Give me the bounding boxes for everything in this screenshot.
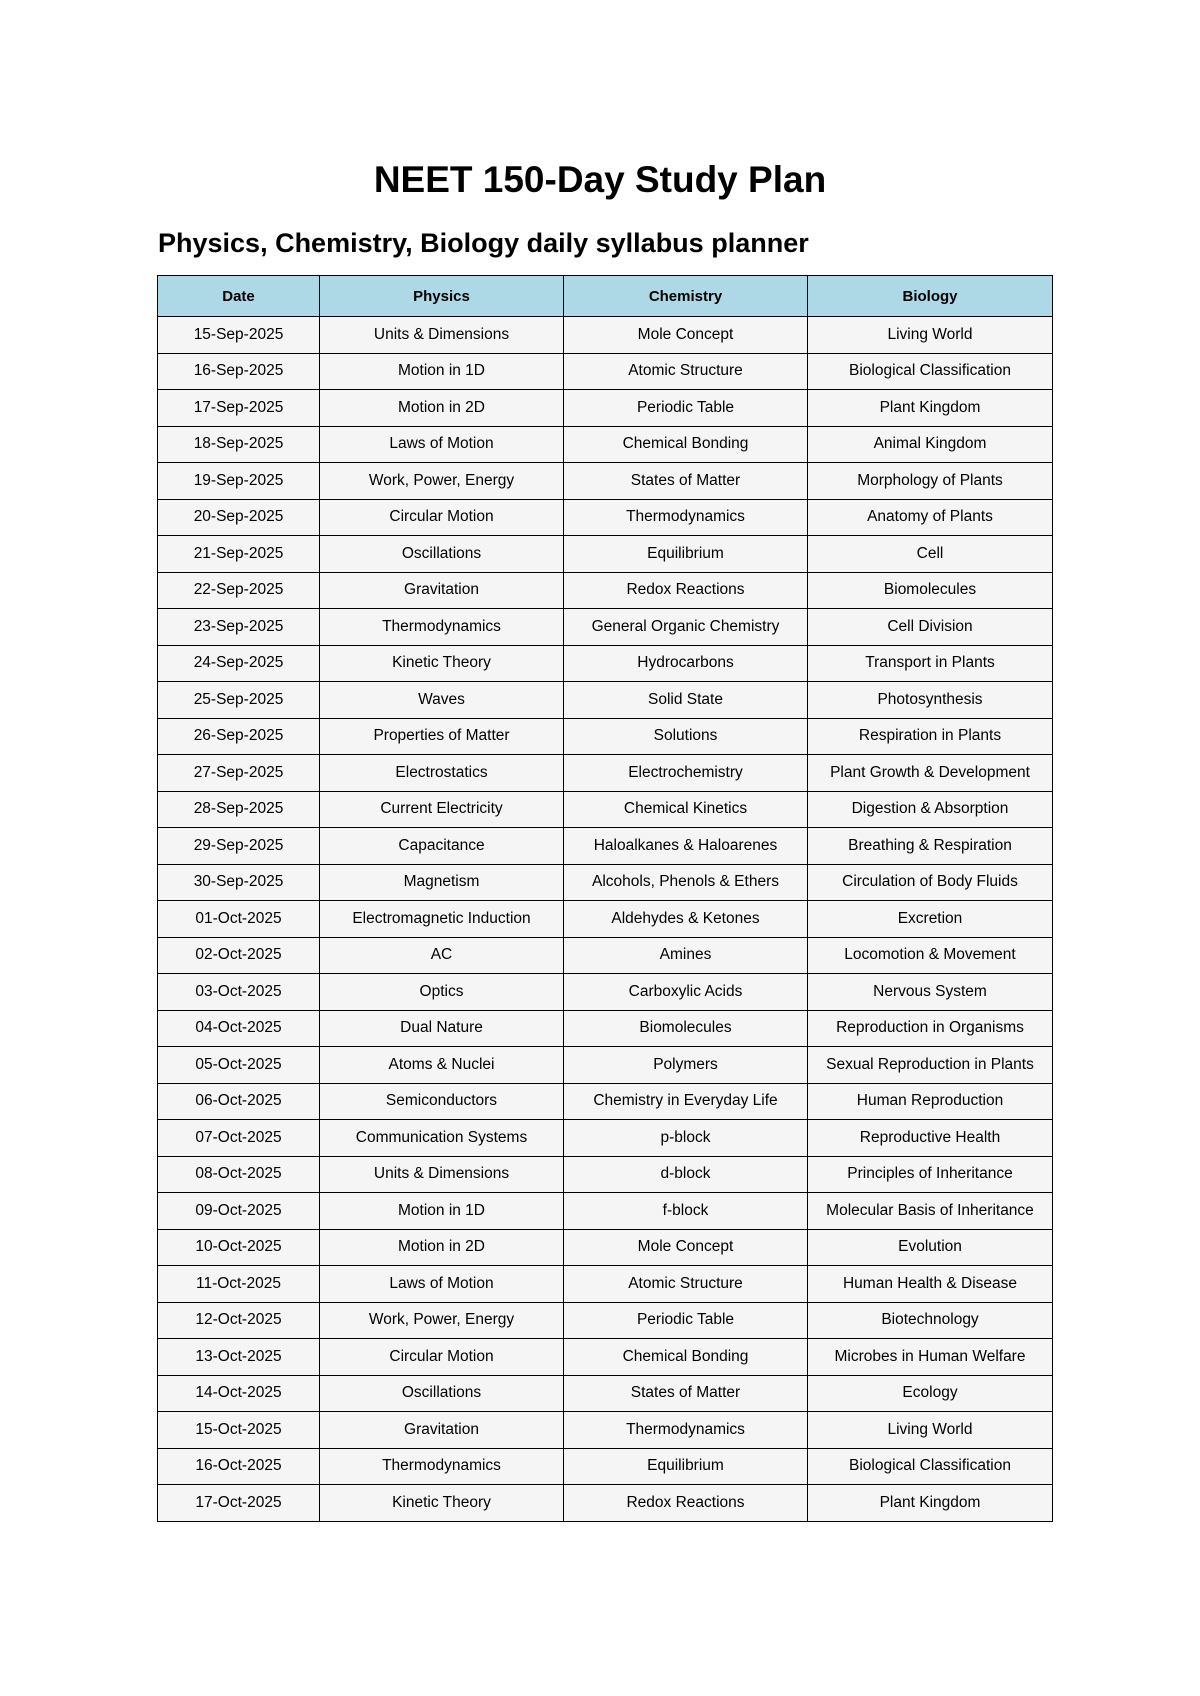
table-row (158, 901, 1053, 938)
chemistry-cell: Biomolecules (564, 1010, 808, 1047)
date-cell: 17-Oct-2025 (158, 1485, 320, 1522)
physics-cell: Current Electricity (320, 791, 564, 828)
biology-cell: Cell Division (808, 609, 1053, 646)
physics-cell: Work, Power, Energy (320, 463, 564, 500)
physics-cell: Thermodynamics (320, 1448, 564, 1485)
chemistry-cell: f-block (564, 1193, 808, 1230)
biology-cell: Cell (808, 536, 1053, 573)
date-cell: 21-Sep-2025 (158, 536, 320, 573)
physics-cell: Circular Motion (320, 1339, 564, 1376)
biology-cell: Morphology of Plants (808, 463, 1053, 500)
chemistry-cell: Mole Concept (564, 1229, 808, 1266)
table-row (158, 1047, 1053, 1084)
table-row (158, 645, 1053, 682)
header-biology: Biology (808, 276, 1053, 317)
physics-cell: Oscillations (320, 536, 564, 573)
table-header (158, 276, 1053, 317)
header-chemistry: Chemistry (564, 276, 808, 317)
chemistry-cell: Equilibrium (564, 1448, 808, 1485)
chemistry-cell: Chemistry in Everyday Life (564, 1083, 808, 1120)
table-row (158, 718, 1053, 755)
table-row (158, 1302, 1053, 1339)
physics-cell: Properties of Matter (320, 718, 564, 755)
biology-cell: Digestion & Absorption (808, 791, 1053, 828)
date-cell: 03-Oct-2025 (158, 974, 320, 1011)
physics-cell: Dual Nature (320, 1010, 564, 1047)
table-row (158, 1412, 1053, 1449)
chemistry-cell: Thermodynamics (564, 1412, 808, 1449)
date-cell: 12-Oct-2025 (158, 1302, 320, 1339)
biology-cell: Microbes in Human Welfare (808, 1339, 1053, 1376)
table-row (158, 609, 1053, 646)
page-subtitle: Physics, Chemistry, Biology daily syllabus planner (158, 228, 809, 258)
chemistry-cell: Atomic Structure (564, 353, 808, 390)
date-cell: 13-Oct-2025 (158, 1339, 320, 1376)
physics-cell: Laws of Motion (320, 426, 564, 463)
chemistry-cell: Equilibrium (564, 536, 808, 573)
table-body (158, 317, 1053, 1522)
biology-cell: Animal Kingdom (808, 426, 1053, 463)
physics-cell: Electromagnetic Induction (320, 901, 564, 938)
physics-cell: Gravitation (320, 572, 564, 609)
biology-cell: Principles of Inheritance (808, 1156, 1053, 1193)
physics-cell: Magnetism (320, 864, 564, 901)
date-cell: 04-Oct-2025 (158, 1010, 320, 1047)
date-cell: 24-Sep-2025 (158, 645, 320, 682)
chemistry-cell: Hydrocarbons (564, 645, 808, 682)
table-row (158, 1339, 1053, 1376)
biology-cell: Living World (808, 317, 1053, 354)
table-row (158, 1010, 1053, 1047)
chemistry-cell: Electrochemistry (564, 755, 808, 792)
table-row (158, 1083, 1053, 1120)
chemistry-cell: Redox Reactions (564, 1485, 808, 1522)
date-cell: 11-Oct-2025 (158, 1266, 320, 1303)
biology-cell: Biotechnology (808, 1302, 1053, 1339)
table-row (158, 1266, 1053, 1303)
biology-cell: Ecology (808, 1375, 1053, 1412)
biology-cell: Plant Kingdom (808, 390, 1053, 427)
biology-cell: Biological Classification (808, 353, 1053, 390)
table-row (158, 937, 1053, 974)
chemistry-cell: Mole Concept (564, 317, 808, 354)
chemistry-cell: Redox Reactions (564, 572, 808, 609)
date-cell: 22-Sep-2025 (158, 572, 320, 609)
biology-cell: Transport in Plants (808, 645, 1053, 682)
biology-cell: Reproduction in Organisms (808, 1010, 1053, 1047)
date-cell: 01-Oct-2025 (158, 901, 320, 938)
date-cell: 27-Sep-2025 (158, 755, 320, 792)
study-plan-table (157, 275, 1053, 1522)
date-cell: 05-Oct-2025 (158, 1047, 320, 1084)
biology-cell: Biological Classification (808, 1448, 1053, 1485)
biology-cell: Biomolecules (808, 572, 1053, 609)
table-row (158, 1375, 1053, 1412)
biology-cell: Human Health & Disease (808, 1266, 1053, 1303)
physics-cell: Oscillations (320, 1375, 564, 1412)
chemistry-cell: General Organic Chemistry (564, 609, 808, 646)
date-cell: 07-Oct-2025 (158, 1120, 320, 1157)
date-cell: 02-Oct-2025 (158, 937, 320, 974)
biology-cell: Plant Kingdom (808, 1485, 1053, 1522)
table-row (158, 1229, 1053, 1266)
table-row (158, 1448, 1053, 1485)
chemistry-cell: Polymers (564, 1047, 808, 1084)
date-cell: 26-Sep-2025 (158, 718, 320, 755)
biology-cell: Nervous System (808, 974, 1053, 1011)
chemistry-cell: Carboxylic Acids (564, 974, 808, 1011)
date-cell: 17-Sep-2025 (158, 390, 320, 427)
table-row (158, 317, 1053, 354)
chemistry-cell: Atomic Structure (564, 1266, 808, 1303)
table-row (158, 755, 1053, 792)
physics-cell: Circular Motion (320, 499, 564, 536)
date-cell: 10-Oct-2025 (158, 1229, 320, 1266)
date-cell: 23-Sep-2025 (158, 609, 320, 646)
date-cell: 14-Oct-2025 (158, 1375, 320, 1412)
table-row (158, 353, 1053, 390)
chemistry-cell: Aldehydes & Ketones (564, 901, 808, 938)
chemistry-cell: Solutions (564, 718, 808, 755)
physics-cell: Units & Dimensions (320, 317, 564, 354)
chemistry-cell: States of Matter (564, 1375, 808, 1412)
physics-cell: Capacitance (320, 828, 564, 865)
chemistry-cell: Periodic Table (564, 1302, 808, 1339)
physics-cell: Kinetic Theory (320, 1485, 564, 1522)
table-row (158, 1485, 1053, 1522)
chemistry-cell: Chemical Bonding (564, 1339, 808, 1376)
header-date: Date (158, 276, 320, 317)
header-physics: Physics (320, 276, 564, 317)
date-cell: 15-Sep-2025 (158, 317, 320, 354)
chemistry-cell: Amines (564, 937, 808, 974)
biology-cell: Excretion (808, 901, 1053, 938)
table-row (158, 463, 1053, 500)
chemistry-cell: d-block (564, 1156, 808, 1193)
biology-cell: Anatomy of Plants (808, 499, 1053, 536)
date-cell: 06-Oct-2025 (158, 1083, 320, 1120)
physics-cell: Laws of Motion (320, 1266, 564, 1303)
biology-cell: Respiration in Plants (808, 718, 1053, 755)
table-row (158, 791, 1053, 828)
date-cell: 20-Sep-2025 (158, 499, 320, 536)
physics-cell: Motion in 1D (320, 1193, 564, 1230)
physics-cell: Work, Power, Energy (320, 1302, 564, 1339)
table-row (158, 974, 1053, 1011)
physics-cell: AC (320, 937, 564, 974)
table-row (158, 1193, 1053, 1230)
biology-cell: Locomotion & Movement (808, 937, 1053, 974)
biology-cell: Evolution (808, 1229, 1053, 1266)
chemistry-cell: Periodic Table (564, 390, 808, 427)
physics-cell: Motion in 1D (320, 353, 564, 390)
biology-cell: Circulation of Body Fluids (808, 864, 1053, 901)
date-cell: 29-Sep-2025 (158, 828, 320, 865)
table-row (158, 682, 1053, 719)
date-cell: 16-Oct-2025 (158, 1448, 320, 1485)
table-row (158, 1156, 1053, 1193)
date-cell: 15-Oct-2025 (158, 1412, 320, 1449)
biology-cell: Molecular Basis of Inheritance (808, 1193, 1053, 1230)
chemistry-cell: Chemical Bonding (564, 426, 808, 463)
biology-cell: Sexual Reproduction in Plants (808, 1047, 1053, 1084)
table-row (158, 390, 1053, 427)
chemistry-cell: Chemical Kinetics (564, 791, 808, 828)
table-row (158, 499, 1053, 536)
physics-cell: Units & Dimensions (320, 1156, 564, 1193)
chemistry-cell: Thermodynamics (564, 499, 808, 536)
biology-cell: Plant Growth & Development (808, 755, 1053, 792)
biology-cell: Living World (808, 1412, 1053, 1449)
date-cell: 19-Sep-2025 (158, 463, 320, 500)
table-row (158, 426, 1053, 463)
chemistry-cell: Haloalkanes & Haloarenes (564, 828, 808, 865)
biology-cell: Reproductive Health (808, 1120, 1053, 1157)
date-cell: 09-Oct-2025 (158, 1193, 320, 1230)
date-cell: 28-Sep-2025 (158, 791, 320, 828)
physics-cell: Waves (320, 682, 564, 719)
page-title: NEET 150-Day Study Plan (373, 159, 827, 200)
date-cell: 30-Sep-2025 (158, 864, 320, 901)
table-row (158, 864, 1053, 901)
chemistry-cell: p-block (564, 1120, 808, 1157)
date-cell: 08-Oct-2025 (158, 1156, 320, 1193)
date-cell: 25-Sep-2025 (158, 682, 320, 719)
biology-cell: Photosynthesis (808, 682, 1053, 719)
physics-cell: Optics (320, 974, 564, 1011)
physics-cell: Thermodynamics (320, 609, 564, 646)
physics-cell: Communication Systems (320, 1120, 564, 1157)
chemistry-cell: Alcohols, Phenols & Ethers (564, 864, 808, 901)
table-row (158, 572, 1053, 609)
physics-cell: Motion in 2D (320, 390, 564, 427)
physics-cell: Motion in 2D (320, 1229, 564, 1266)
chemistry-cell: Solid State (564, 682, 808, 719)
biology-cell: Breathing & Respiration (808, 828, 1053, 865)
physics-cell: Gravitation (320, 1412, 564, 1449)
biology-cell: Human Reproduction (808, 1083, 1053, 1120)
physics-cell: Electrostatics (320, 755, 564, 792)
date-cell: 18-Sep-2025 (158, 426, 320, 463)
chemistry-cell: States of Matter (564, 463, 808, 500)
physics-cell: Semiconductors (320, 1083, 564, 1120)
table-row (158, 828, 1053, 865)
physics-cell: Atoms & Nuclei (320, 1047, 564, 1084)
physics-cell: Kinetic Theory (320, 645, 564, 682)
table-row (158, 536, 1053, 573)
table-row (158, 1120, 1053, 1157)
header-row (158, 276, 1053, 317)
date-cell: 16-Sep-2025 (158, 353, 320, 390)
